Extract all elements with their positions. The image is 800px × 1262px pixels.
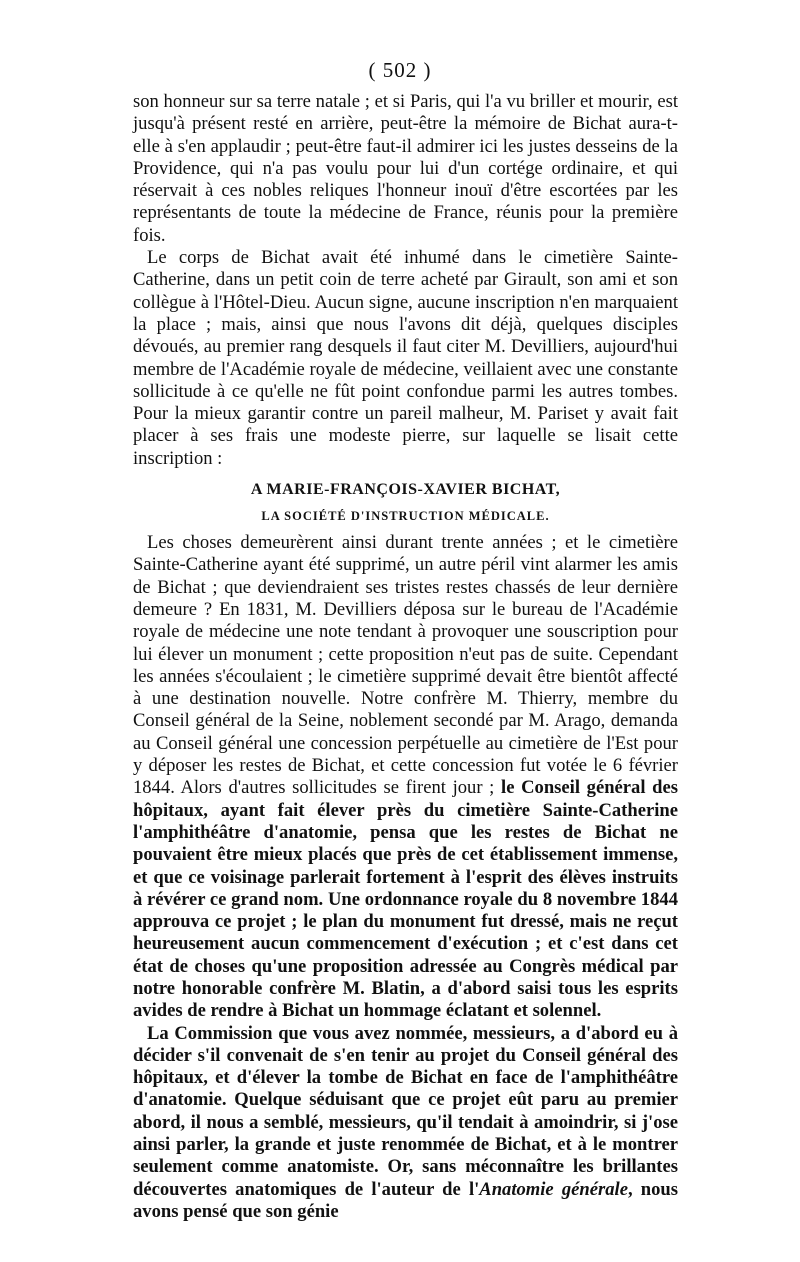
paragraph-3-part-b: le Conseil général des hôpitaux, ayant fait élever près du cimetière Sainte-Catherine l'amphithéâtre d'anatomie, pensa que les restes de Bichat ne pouvaient être mieux placés que près de cet établissement immense, et que ce voisinage parlerait fortement à l'esprit des élèves instruits à révérer ce grand nom. Une ordonnance royale du 8 novembre 1844 approuva ce projet ; le plan du monument fut dressé, mais ne reçut heureusement aucun commencement d'exécution ; et c'est dans cet état de choses qu'une proposition adressée au Congrès médical par notre honorable confrère M. Blatin, a d'abord saisi tous les esprits avides de rendre à Bichat un hommage éclatant et solennel.	[133, 777, 679, 1022]
inscription-title: A MARIE-FRANÇOIS-XAVIER BICHAT,	[250, 481, 561, 499]
page-number: ( 502 )	[368, 58, 432, 82]
paragraph-1: son honneur sur sa terre natale ; et si Paris, qui l'a vu briller et mourir, est jusqu'à présent resté en arrière, peut-être la mémoire de Bichat aura-t-elle à s'en applaudir ; peut-être faut-il admirer ici les justes desseins de la Providence, qui n'a pas voulu pour lui d'un cortége ordinaire, et qui réservait à ces nobles reliques l'honneur inouï d'être escortées par les représentants de toute la médecine de France, réunis pour la première fois.	[133, 91, 678, 246]
inscription-subtitle: LA SOCIÉTÉ D'INSTRUCTION MÉDICALE.	[261, 509, 550, 524]
paragraph-3-part-a: Les choses demeurèrent ainsi durant trente années ; et le cimetière Sainte-Catherine ayant été supprimé, un autre péril vint alarmer les amis de Bichat ; que deviendraient ses tristes restes chassés de leur dernière demeure ? En 1831, M. Devilliers déposa sur le bureau de l'Académie royale de médecine une note tendant à provoquer une souscription pour lui élever un monument ; cette proposition n'eut pas de suite. Cependant les années s'écoulaient ; le cimetière supprimé devait être bientôt affecté à une destination nouvelle. Notre confrère M. Thierry, membre du Conseil général de la Seine, noblement secondé par M. Arago, demanda au Conseil général une concession perpétuelle au cimetière de l'Est pour y déposer les restes de Bichat, et cette concession fut votée le 6 février 1844. Alors d'autres sollicitudes se firent jour ;	[133, 532, 678, 799]
paragraph-3	[133, 532, 678, 1023]
book-title-italic: Anatomie générale	[479, 1178, 628, 1200]
paragraph-4-part-a: La Commission que vous avez nommée, messieurs, a d'abord eu à décider s'il convenait de s'en tenir au projet du Conseil général des hôpitaux, et d'élever la tombe de Bichat en face de l'amphithéâtre d'anatomie. Quelque séduisant que ce projet eût paru au premier abord, il nous a semblé, messieurs, qu'il tendait à amoindrir, si j'ose ainsi parler, la grande et juste renommée de Bichat, et à le montrer seulement comme anatomiste. Or, sans méconnaître les brillantes découvertes anatomiques de l'auteur de l'	[133, 1022, 678, 1200]
paragraph-4-part-b: , nous avons pensé que son génie	[133, 1178, 678, 1222]
paragraph-4	[133, 1023, 678, 1224]
paragraph-2: Le corps de Bichat avait été inhumé dans le cimetière Sainte-Catherine, dans un petit coin de terre acheté par Girault, son ami et son collègue à l'Hôtel-Dieu. Aucun signe, aucune inscription n'en marquaient la place ; mais, ainsi que nous l'avons dit déjà, quelques disciples dévoués, au premier rang desquels il faut citer M. Devilliers, aujourd'hui membre de l'Académie royale de médecine, veillaient avec une constante sollicitude à ce qu'elle ne fût point confondue parmi les autres tombes. Pour la mieux garantir contre un pareil malheur, M. Pariset y avait fait placer à ses frais une modeste pierre, sur laquelle se lisait cette inscription :	[133, 247, 678, 469]
body-text	[133, 91, 678, 1223]
